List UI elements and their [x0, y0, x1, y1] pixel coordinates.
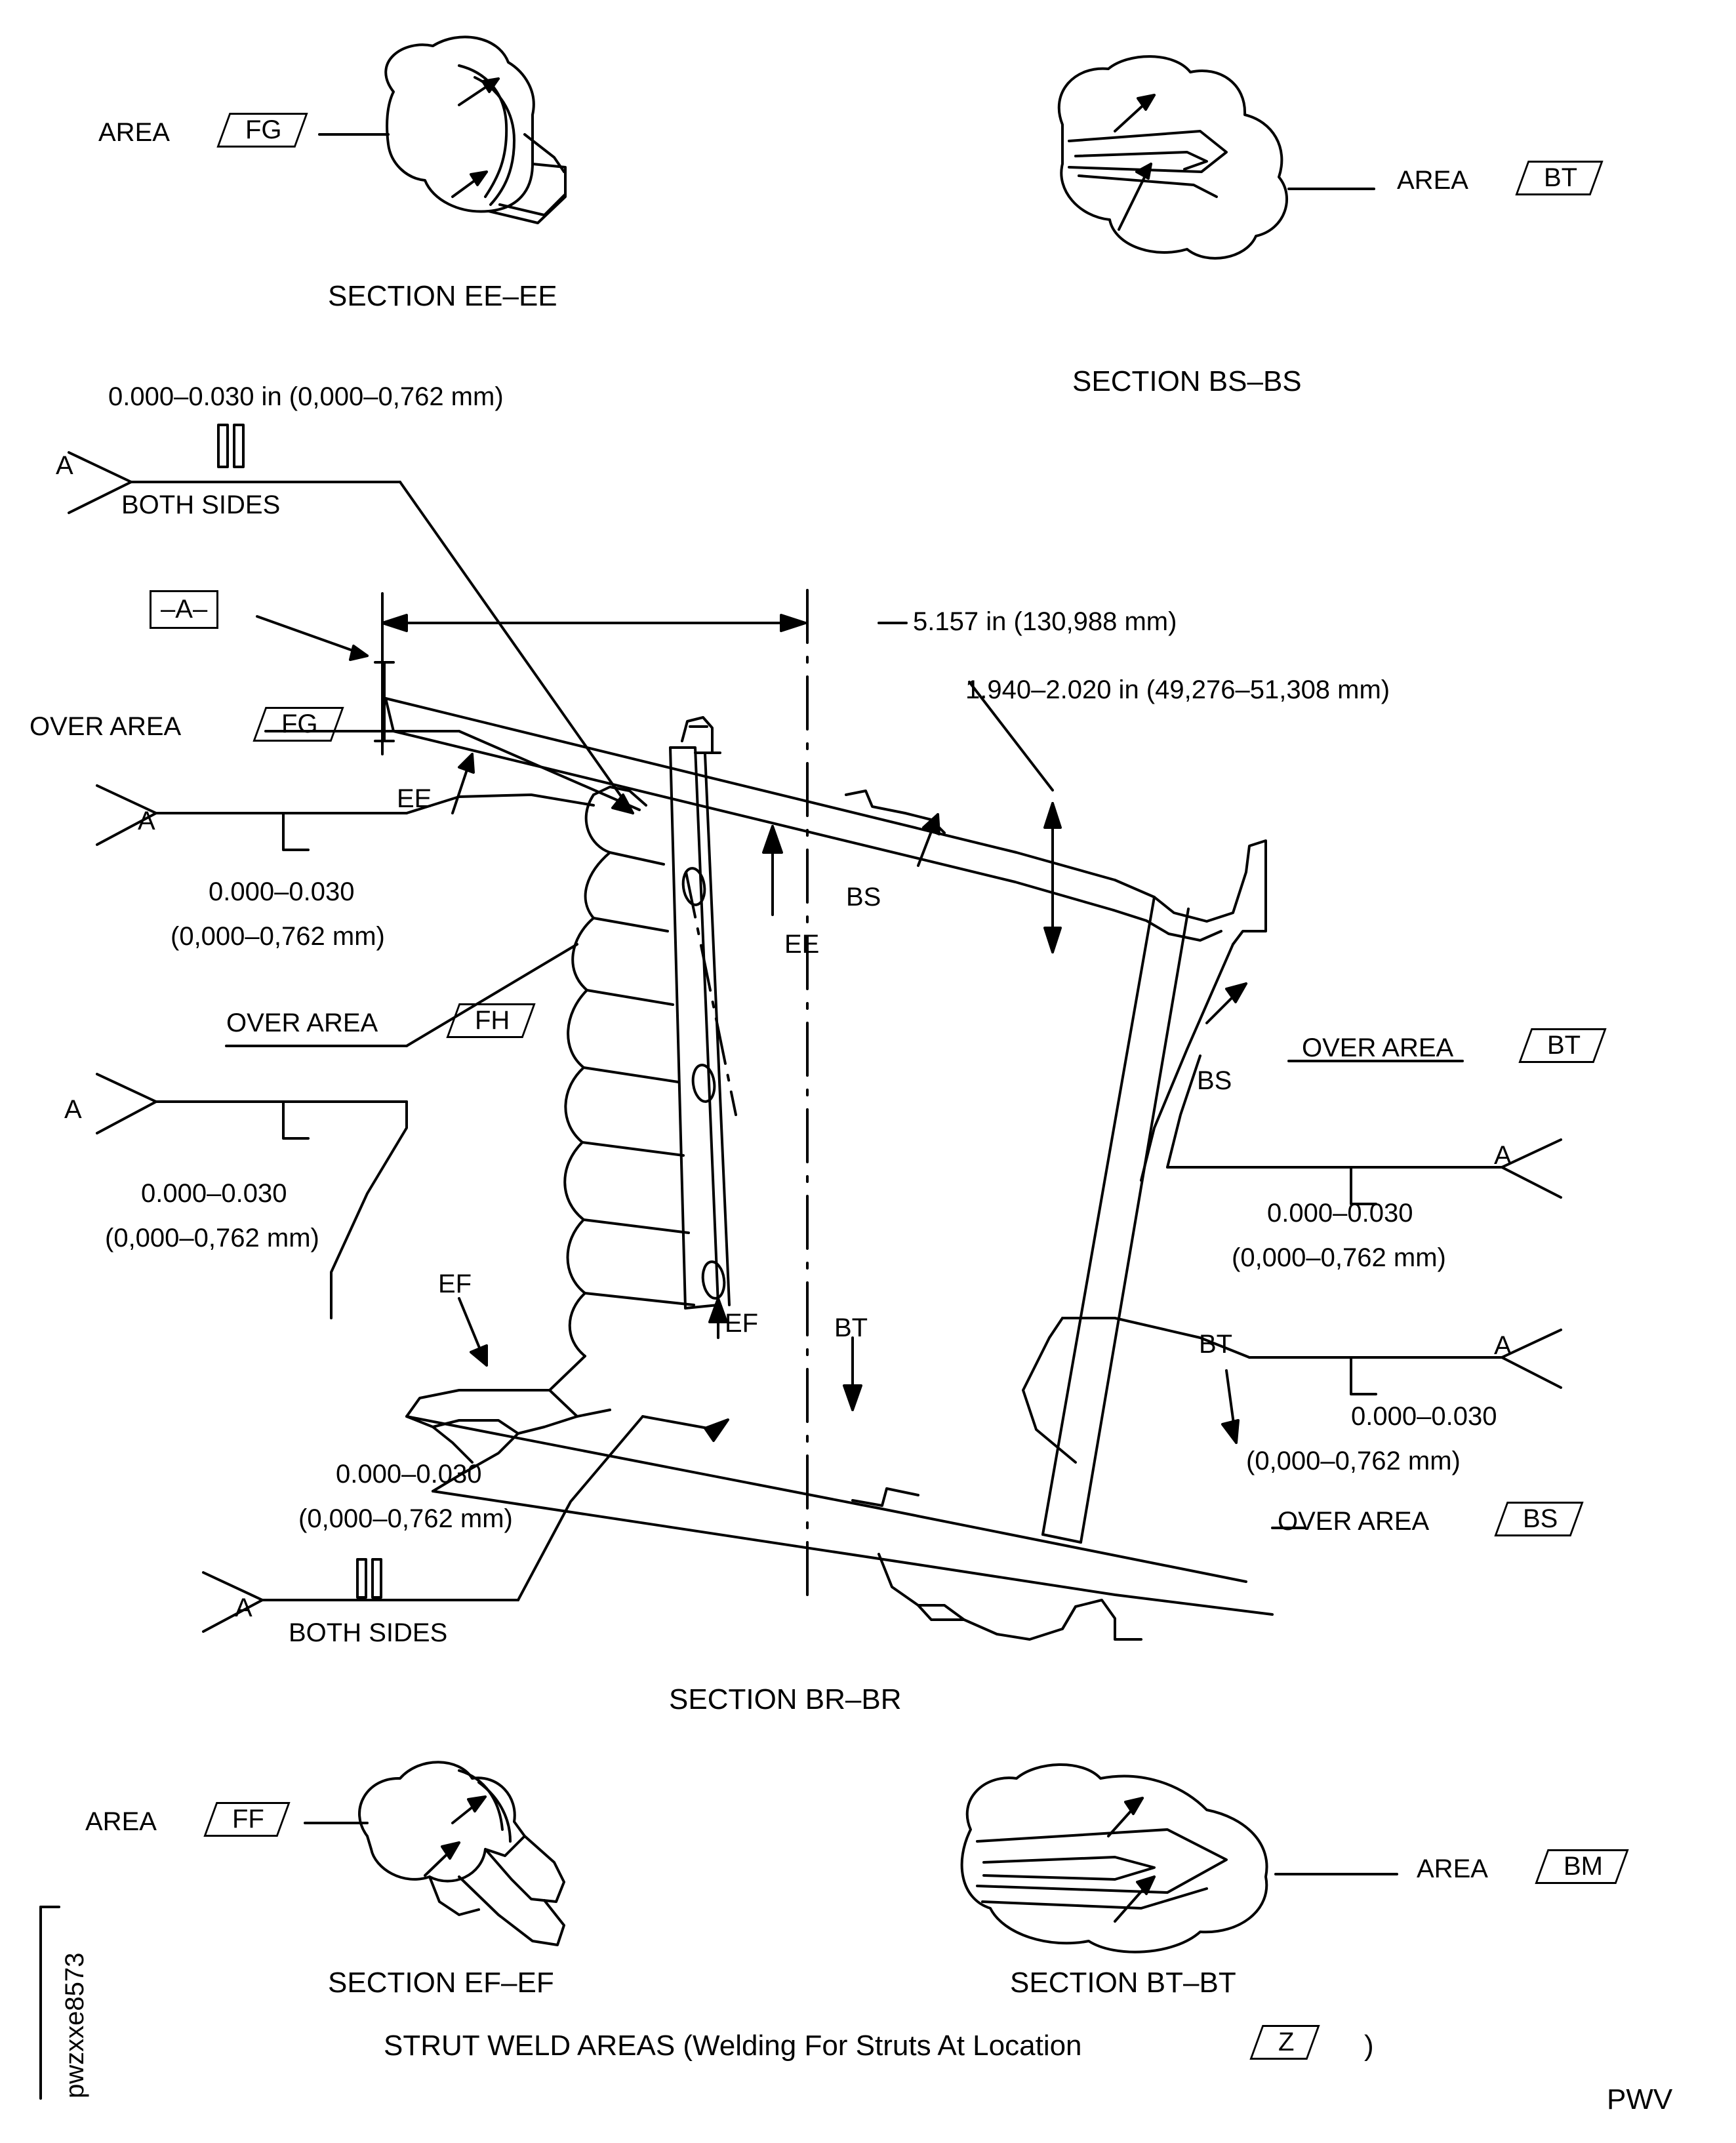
tol-note-left-lower-l2: (0,000–0,762 mm): [105, 1224, 319, 1252]
section-mark-bt-right: BT: [1199, 1330, 1233, 1359]
both-sides-top: BOTH SIDES: [121, 491, 281, 519]
tol-note-bottom-l1: 0.000–0.030: [336, 1460, 482, 1489]
area-tag-bt-top-text: BT: [1544, 163, 1578, 192]
weld-letter-bs: A: [1494, 1331, 1512, 1360]
over-area-fg-tag: [259, 707, 338, 742]
area-label-ef: AREA: [85, 1807, 157, 1836]
tol-note-bottom-l2: (0,000–0,762 mm): [298, 1504, 513, 1533]
figure-caption-end: ): [1364, 2030, 1374, 2062]
caption-area-tag-z: [1256, 2025, 1314, 2060]
tol-note-left-lower-l1: 0.000–0.030: [141, 1179, 287, 1208]
over-area-fg-tag-text: FG: [281, 710, 318, 738]
over-area-bs-tag-text: BS: [1523, 1504, 1558, 1533]
weld-letter-top: A: [56, 451, 73, 480]
section-title-br: SECTION BR–BR: [669, 1683, 902, 1715]
dim-overall-width: 5.157 in (130,988 mm): [913, 607, 1177, 636]
section-title-bt: SECTION BT–BT: [1010, 1967, 1236, 1999]
section-mark-ef-right: EF: [725, 1309, 759, 1338]
weld-letter-bottom: A: [235, 1593, 252, 1622]
area-tag-bm: [1541, 1849, 1623, 1884]
dim-height-range: 1.940–2.020 in (49,276–51,308 mm): [965, 675, 1390, 704]
area-tag-fg-top-text: FG: [245, 115, 282, 144]
datum-dash-left: –: [161, 595, 176, 624]
area-tag-bm-text: BM: [1564, 1852, 1603, 1881]
datum-dash-right: –: [192, 595, 208, 624]
over-area-bs-label: OVER AREA: [1278, 1507, 1430, 1536]
corner-code: PWV: [1607, 2083, 1673, 2115]
area-tag-fg-top: [223, 113, 302, 148]
section-mark-bt-left: BT: [834, 1313, 868, 1342]
area-label-ee: AREA: [98, 118, 170, 147]
datum-letter: A: [175, 595, 193, 624]
over-area-fh-tag: [453, 1003, 529, 1038]
section-title-bs: SECTION BS–BS: [1072, 365, 1302, 397]
tol-note-right-upper-l1: 0.000–0.030: [1267, 1199, 1413, 1228]
both-sides-bottom: BOTH SIDES: [289, 1618, 448, 1647]
weld-letter-fh: A: [64, 1095, 82, 1124]
section-mark-ee-upper: EE: [397, 784, 432, 813]
caption-area-tag-z-text: Z: [1278, 2028, 1295, 2056]
over-area-fg-label: OVER AREA: [30, 712, 182, 741]
section-mark-bs-upper: BS: [846, 883, 881, 911]
section-mark-bs-lower: BS: [1197, 1066, 1232, 1095]
datum-symbol-a: [150, 590, 218, 629]
tol-note-left-upper-l2: (0,000–0,762 mm): [171, 922, 385, 951]
section-mark-ee-lower: EE: [784, 930, 820, 959]
figure-caption: STRUT WELD AREAS (Welding For Struts At Location: [384, 2030, 1082, 2062]
tol-note-left-upper-l1: 0.000–0.030: [209, 877, 355, 906]
over-area-fh-label: OVER AREA: [226, 1009, 378, 1037]
over-area-bt-tag: [1525, 1028, 1600, 1063]
over-area-fh-tag-text: FH: [475, 1006, 510, 1035]
tol-note-right-upper-l2: (0,000–0,762 mm): [1232, 1243, 1446, 1272]
area-tag-ff-text: FF: [232, 1805, 264, 1833]
tol-note-right-lower-l1: 0.000–0.030: [1351, 1402, 1497, 1431]
area-tag-ff: [210, 1802, 284, 1837]
tol-note-right-lower-l2: (0,000–0,762 mm): [1246, 1447, 1461, 1475]
figure-id-code: pwzxxe8573: [60, 1952, 89, 2098]
weld-letter-ee: A: [138, 807, 155, 835]
area-label-bs: AREA: [1397, 166, 1468, 195]
over-area-bt-label: OVER AREA: [1302, 1033, 1454, 1062]
area-tag-bt-top: [1522, 161, 1597, 195]
area-label-bt: AREA: [1417, 1854, 1488, 1883]
over-area-bt-tag-text: BT: [1547, 1031, 1581, 1060]
section-title-ef: SECTION EF–EF: [328, 1967, 554, 1999]
weld-letter-bt: A: [1494, 1141, 1512, 1170]
section-mark-ef-left: EF: [438, 1270, 472, 1298]
tolerance-note-top: 0.000–0.030 in (0,000–0,762 mm): [108, 382, 504, 411]
over-area-bs-tag: [1501, 1502, 1577, 1536]
section-title-ee: SECTION EE–EE: [328, 280, 557, 312]
